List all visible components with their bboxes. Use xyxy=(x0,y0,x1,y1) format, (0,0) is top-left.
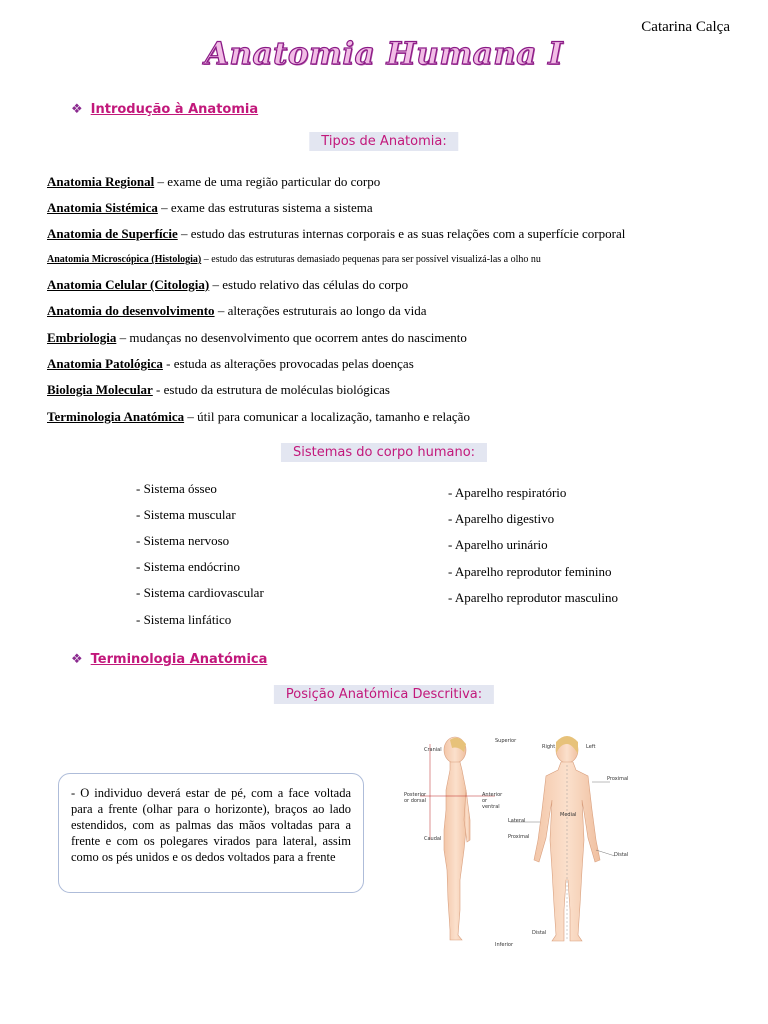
list-item: - Sistema ósseo xyxy=(136,481,217,496)
definition-term: Anatomia do desenvolvimento xyxy=(47,303,215,318)
label-caudal: Caudal xyxy=(424,836,442,842)
label-cranial: Cranial xyxy=(424,747,442,753)
anatomical-position-figure xyxy=(400,730,630,955)
label-left: Left xyxy=(586,744,596,750)
definition-item xyxy=(47,303,426,319)
section-intro-heading: Introdução à Anatomia xyxy=(90,102,259,117)
subhead-tipos: Tipos de Anatomia: xyxy=(309,132,458,151)
label-distal-upper: Distal xyxy=(614,852,629,858)
label-proximal-upper: Proximal xyxy=(607,776,629,782)
definition-item xyxy=(47,382,390,398)
subhead-posicao: Posição Anatómica Descritiva: xyxy=(274,685,494,704)
definition-item xyxy=(47,200,373,216)
section-terminology-heading: Terminologia Anatómica xyxy=(90,652,268,667)
definition-item xyxy=(47,226,625,242)
definition-desc: – útil para comunicar a localização, tamanho e relação xyxy=(184,409,470,424)
definition-term: Anatomia Microscópica (Histologia) xyxy=(47,254,202,265)
list-item: - Sistema linfático xyxy=(136,612,232,627)
side-view-body xyxy=(444,737,470,940)
definition-desc: – exame das estruturas sistema a sistema xyxy=(157,200,373,215)
definition-desc: – exame de uma região particular do corpo xyxy=(154,174,381,189)
label-inferior: Inferior xyxy=(495,942,514,948)
diamond-bullet-icon: ❖ xyxy=(71,101,83,116)
label-medial: Medial xyxy=(560,812,577,818)
position-description-box: - O individuo deverá estar de pé, com a face voltada para a frente (olhar para o horizonte), braços ao lado estendidos, com as palmas das mãos voltadas para a frente e com os polegares virados para lateral, assim como os pés unidos e os dedos voltados para a frente xyxy=(58,773,364,893)
list-item: - Aparelho reprodutor masculino xyxy=(448,590,619,605)
definition-desc: – estudo das estruturas demasiado pequenas para ser possível visualizá-las a olho nu xyxy=(201,254,541,265)
definition-desc: – alterações estruturais ao longo da vida xyxy=(214,303,427,318)
list-item: - Sistema endócrino xyxy=(136,559,240,574)
definition-term: Embriologia xyxy=(47,330,117,345)
label-distal-lower: Distal xyxy=(532,930,547,936)
definition-desc: – estudo das estruturas internas corporais e as suas relações com a superfície corporal xyxy=(177,226,626,241)
section-intro xyxy=(71,100,258,118)
definition-term: Anatomia Patológica xyxy=(47,356,163,371)
list-item: - Aparelho respiratório xyxy=(448,485,567,500)
list-item: - Aparelho digestivo xyxy=(448,511,555,526)
list-item: - Aparelho urinário xyxy=(448,537,548,552)
label-superior: Superior xyxy=(495,738,517,744)
author-name: Catarina Calça xyxy=(641,19,730,35)
definition-desc: – estudo relativo das células do corpo xyxy=(209,277,409,292)
subhead-sistemas: Sistemas do corpo humano: xyxy=(281,443,487,462)
definition-desc: - estuda as alterações provocadas pelas doenças xyxy=(162,356,414,371)
list-item: - Sistema muscular xyxy=(136,507,236,522)
label-anterior: Anterior or ventral xyxy=(482,792,503,810)
list-item: - Sistema nervoso xyxy=(136,533,230,548)
definition-item xyxy=(47,174,380,190)
definition-term: Biologia Molecular xyxy=(47,382,153,397)
definition-term: Anatomia Celular (Citologia) xyxy=(47,277,210,292)
definition-desc: – mudanças no desenvolvimento que ocorrem antes do nascimento xyxy=(116,330,467,345)
definition-term: Anatomia de Superfície xyxy=(47,226,178,241)
diamond-bullet-icon: ❖ xyxy=(71,651,83,666)
definition-item xyxy=(47,409,470,425)
definition-item xyxy=(47,254,541,265)
definition-item xyxy=(47,330,467,346)
label-posterior: Posterior or dorsal xyxy=(404,792,427,804)
definition-item xyxy=(47,356,414,372)
label-lateral: Lateral xyxy=(508,818,526,824)
definition-desc: - estudo da estrutura de moléculas biológicas xyxy=(152,382,390,397)
section-terminology xyxy=(71,650,267,668)
list-item: - Sistema cardiovascular xyxy=(136,585,264,600)
definition-term: Terminologia Anatómica xyxy=(47,409,185,424)
definition-item xyxy=(47,277,408,293)
label-right: Right xyxy=(542,744,556,750)
page-title: Anatomia Humana I xyxy=(204,36,564,72)
definition-term: Anatomia Sistémica xyxy=(47,200,158,215)
anatomy-figure-svg xyxy=(400,730,630,955)
list-item: - Aparelho reprodutor feminino xyxy=(448,564,612,579)
definition-term: Anatomia Regional xyxy=(47,174,155,189)
label-proximal-lower: Proximal xyxy=(508,834,530,840)
